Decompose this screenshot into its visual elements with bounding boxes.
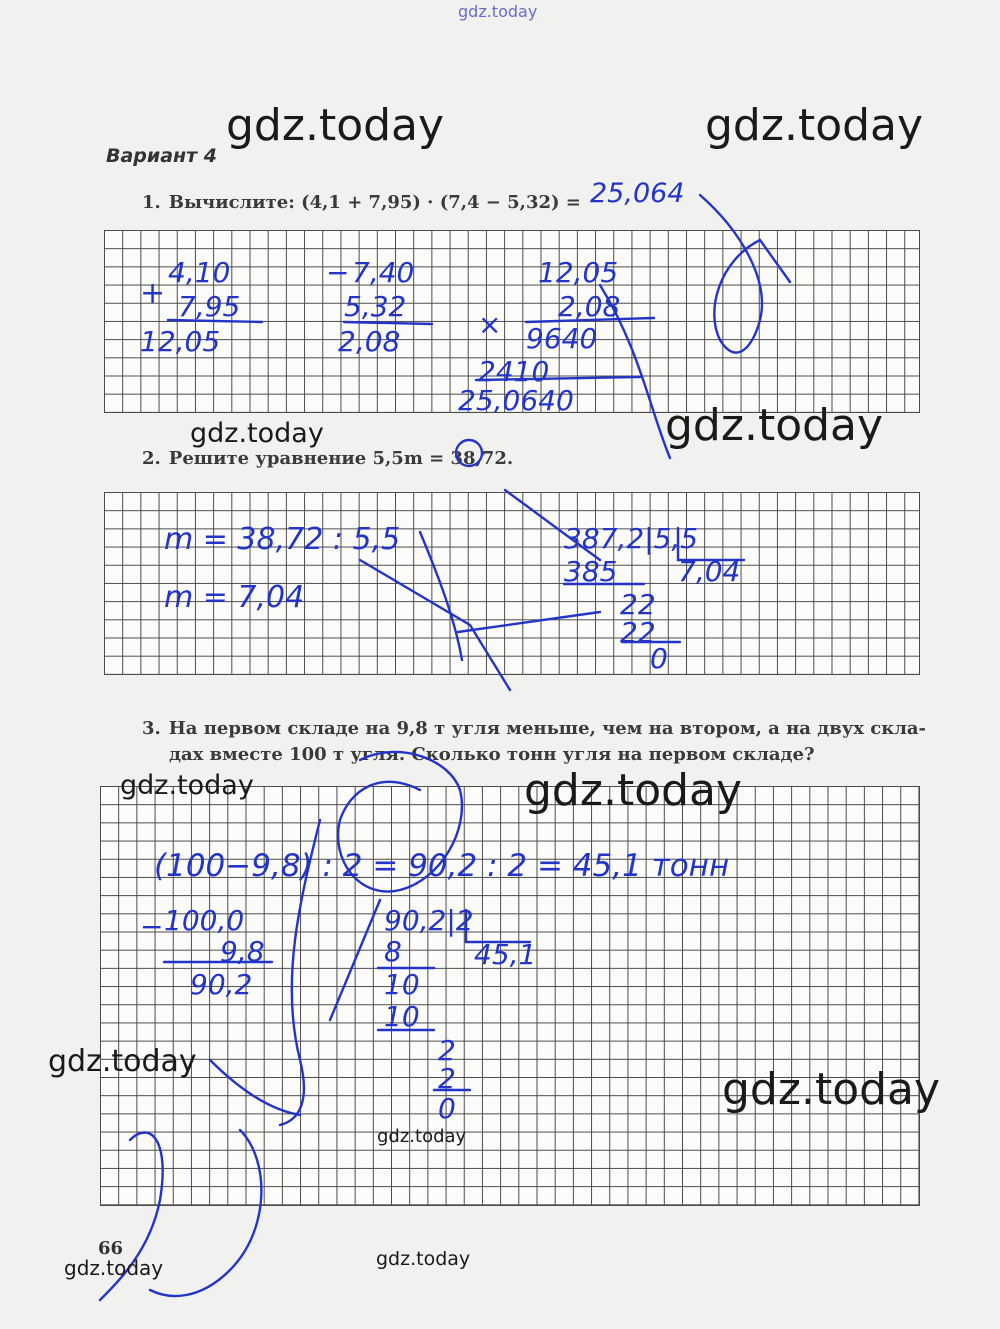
task-2-text: Решите уравнение 5,5m = 38,72. xyxy=(168,448,514,469)
t2-equation-1: m = 38,72 : 5,5 xyxy=(164,522,401,557)
t3-div-sub-2: 10 xyxy=(384,1000,420,1033)
t3-div-rem-1: 10 xyxy=(384,968,420,1001)
t2-div-sub-2: 22 xyxy=(620,616,656,649)
t1-sub-line-2: 5,32 xyxy=(344,290,407,323)
watermark: gdz.today xyxy=(705,100,924,151)
task-1-text: Вычислите: (4,1 + 7,95) · (7,4 − 5,32) = xyxy=(168,192,581,213)
t2-div-sub-1: 385 xyxy=(564,555,618,588)
t2-check-mark-4 xyxy=(505,490,600,560)
watermark: gdz.today xyxy=(665,400,884,451)
t3-minus-sign: − xyxy=(140,910,164,943)
t1-sub-result: 2,08 xyxy=(338,325,401,358)
t3-div-rem-3: 0 xyxy=(438,1092,456,1125)
watermark: gdz.today xyxy=(377,1126,467,1147)
watermark: gdz.today xyxy=(120,770,254,801)
t2-div-head: 387,2|5,5 xyxy=(564,522,699,555)
t3-div-sub-1: 8 xyxy=(384,935,402,968)
t2-div-rem-2: 0 xyxy=(650,642,668,675)
t1-loop-mark xyxy=(700,195,790,353)
t1-sub-underline xyxy=(344,322,432,324)
t2-check-mark-1 xyxy=(360,560,510,690)
t1-add-line-1: 4,10 xyxy=(168,256,231,289)
t3-div-head: 90,2|2 xyxy=(384,904,474,937)
t2-div-rem-1: 22 xyxy=(620,588,656,621)
t2-div-bracket xyxy=(678,528,744,560)
t3-sub-line-1: 100,0 xyxy=(164,904,245,937)
watermark: gdz.today xyxy=(48,1044,197,1079)
t3-div-bracket xyxy=(466,910,530,942)
t1-times-sign: × xyxy=(478,308,502,341)
watermark: gdz.today xyxy=(524,765,743,816)
t3-sub-line-2: 9,8 xyxy=(220,935,265,968)
t3-loop-mark-1 xyxy=(338,752,462,892)
t1-mul-line-1: 12,05 xyxy=(538,256,619,289)
t1-minus-sign: − xyxy=(326,256,350,289)
page-number: 66 xyxy=(98,1238,124,1259)
t3-sub-result: 90,2 xyxy=(190,968,253,1001)
t1-sub-line-1: 7,40 xyxy=(352,256,415,289)
t1-mul-underline-1 xyxy=(526,318,654,322)
t2-check-mark-2 xyxy=(420,532,462,660)
t1-answer: 25,064 xyxy=(590,178,685,209)
watermark: gdz.today xyxy=(64,1256,164,1280)
t1-add-underline xyxy=(168,320,262,322)
t2-circle-mark xyxy=(456,440,482,466)
t3-loop-mark-2 xyxy=(280,820,320,1125)
task-1-number: 1. xyxy=(142,192,161,213)
watermark: gdz.today xyxy=(226,100,445,151)
t3-div-sub-3: 2 xyxy=(438,1062,456,1095)
watermark: gdz.today xyxy=(722,1064,941,1115)
watermark: gdz.today xyxy=(190,418,324,449)
task-2-number: 2. xyxy=(142,448,161,469)
task-3-number: 3. xyxy=(142,718,161,739)
t3-loop-mark-3 xyxy=(210,1060,300,1115)
t1-stroke-mark xyxy=(600,285,670,458)
t1-mul-underline-2 xyxy=(476,377,640,380)
t3-main-calc: (100−9,8) : 2 = 90,2 : 2 = 45,1 тонн xyxy=(154,848,730,884)
t3-loop-mark-5 xyxy=(150,1130,261,1296)
variant-title: Вариант 4 xyxy=(106,145,218,167)
watermark: gdz.today xyxy=(376,1248,471,1270)
t1-add-result: 12,05 xyxy=(140,325,221,358)
t3-slash-mark xyxy=(330,900,380,1020)
task-3-text-line1: На первом складе на 9,8 т угля меньше, чем на втором, а на двух скла- xyxy=(168,718,927,739)
t2-check-mark-3 xyxy=(458,612,600,632)
watermark-top: gdz.today xyxy=(458,2,538,21)
t3-div-quotient: 45,1 xyxy=(474,938,537,971)
t1-mul-line-2: 2,08 xyxy=(558,290,621,323)
task-3-text-line2: дах вместе 100 т угля. Сколько тонн угля на первом складе? xyxy=(169,744,815,765)
t1-plus-sign: + xyxy=(140,276,166,311)
t1-add-line-2: 7,95 xyxy=(178,290,241,323)
t2-equation-2: m = 7,04 xyxy=(164,580,305,615)
t2-div-quotient: 7,04 xyxy=(678,555,741,588)
t1-mul-result: 25,0640 xyxy=(458,384,574,417)
t3-div-rem-2: 2 xyxy=(438,1034,456,1067)
t1-mul-partial-1: 9640 xyxy=(526,322,598,355)
t1-mul-partial-2: 2410 xyxy=(478,355,550,388)
